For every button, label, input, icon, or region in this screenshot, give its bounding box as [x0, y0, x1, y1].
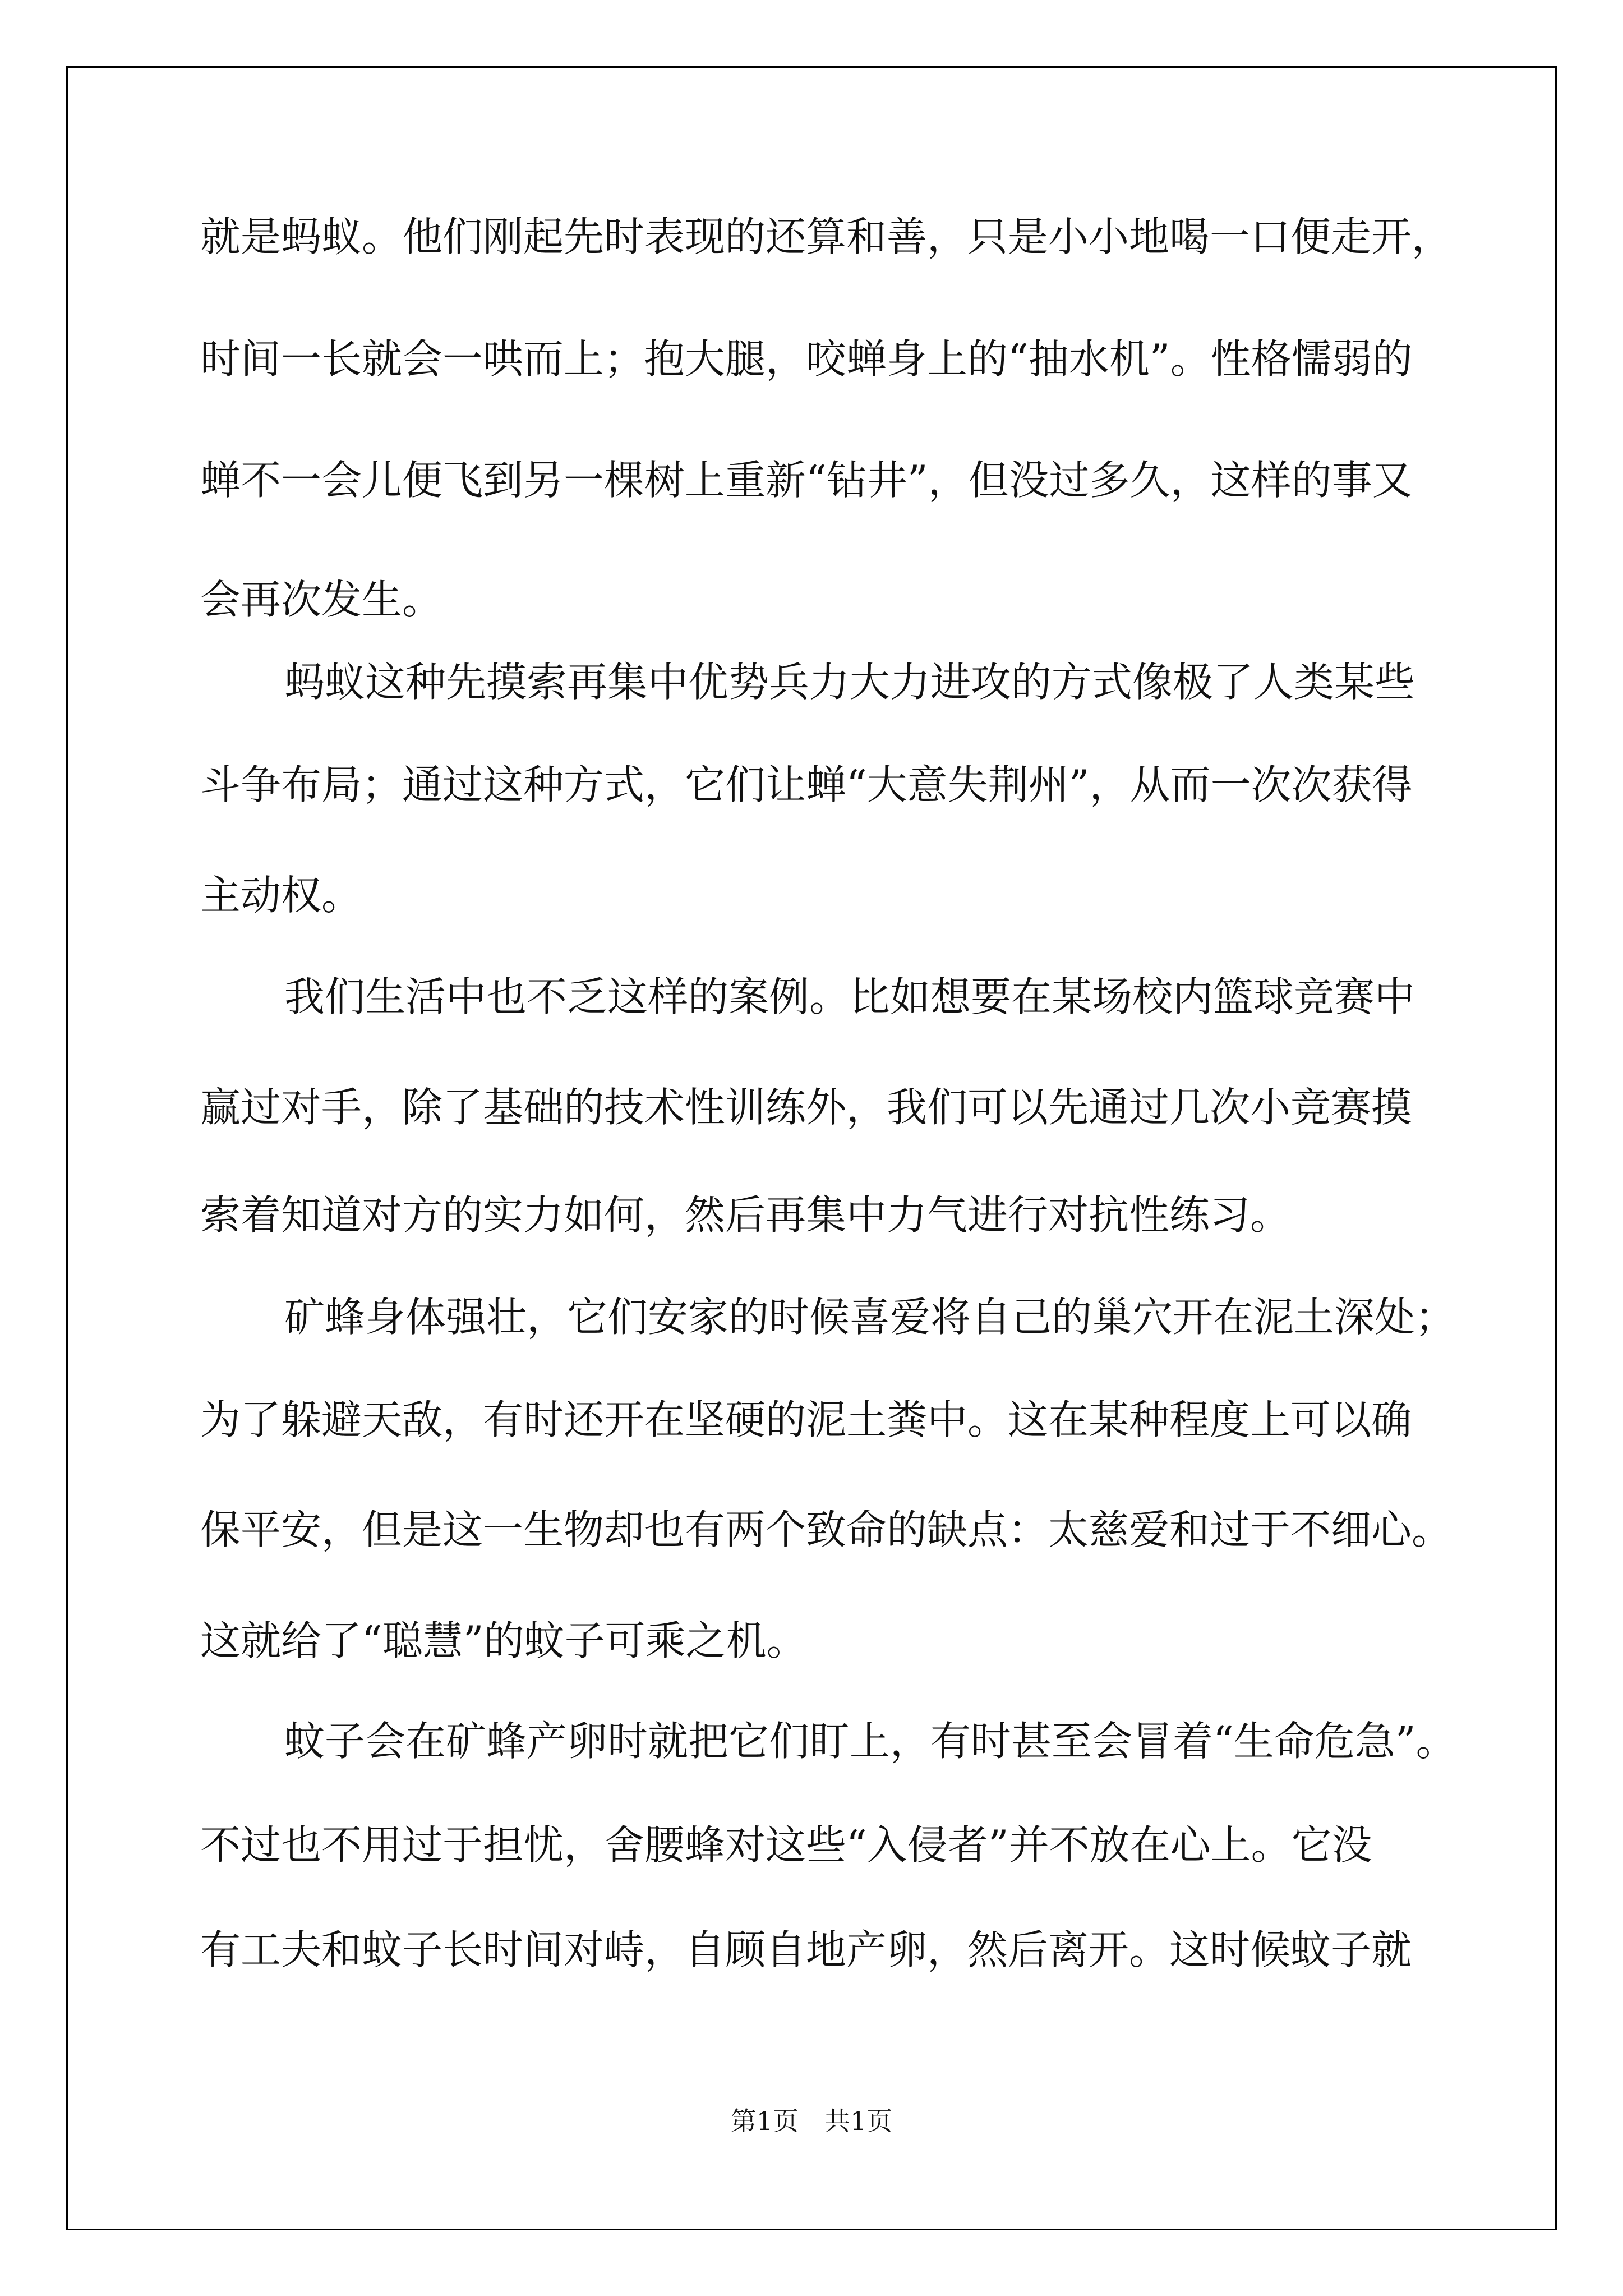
text-line: 就是蚂蚁。他们刚起先时表现的还算和善，只是小小地喝一口便走开， — [200, 213, 1453, 260]
page-border — [66, 66, 1557, 2230]
text-line: 索着知道对方的实力如何，然后再集中力气进行对抗性练习。 — [200, 1191, 1291, 1239]
text-line: 会再次发生。 — [200, 576, 443, 623]
text-line: 我们生活中也不乏这样的案例。比如想要在某场校内篮球竞赛中 — [284, 973, 1415, 1020]
text-line: 蚂蚁这种先摸索再集中优势兵力大力进攻的方式像极了人类某些 — [284, 659, 1415, 706]
text-line: 有工夫和蚊子长时间对峙，自顾自地产卵，然后离开。这时候蚊子就 — [200, 1926, 1412, 1973]
text-line: 这就给了“聪慧”的蚊子可乘之机。 — [200, 1617, 807, 1664]
page-footer: 第1页 共1页 — [730, 2106, 893, 2136]
text-line: 蚊子会在矿蜂产卵时就把它们盯上，有时甚至会冒着“生命危急”。 — [284, 1718, 1456, 1765]
text-line: 保平安，但是这一生物却也有两个致命的缺点：太慈爱和过于不细心。 — [200, 1506, 1453, 1553]
text-line: 矿蜂身体强壮，它们安家的时候喜爱将自己的巢穴开在泥土深处； — [284, 1294, 1456, 1341]
text-line: 不过也不用过于担忧，舍腰蜂对这些“入侵者”并不放在心上。它没 — [200, 1821, 1372, 1869]
text-line: 主动权。 — [200, 872, 362, 919]
text-line: 赢过对手，除了基础的技术性训练外，我们可以先通过几次小竞赛摸 — [200, 1084, 1412, 1131]
text-line: 蝉不一会儿便飞到另一棵树上重新“钻井”，但没过多久，这样的事又 — [200, 457, 1413, 504]
text-line: 为了躲避天敌，有时还开在坚硬的泥土粪中。这在某种程度上可以确 — [200, 1396, 1412, 1443]
text-line: 时间一长就会一哄而上；抱大腿，咬蝉身上的“抽水机”。性格懦弱的 — [200, 335, 1413, 383]
text-line: 斗争布局；通过这种方式，它们让蝉“大意失荆州”，从而一次次获得 — [200, 761, 1413, 808]
